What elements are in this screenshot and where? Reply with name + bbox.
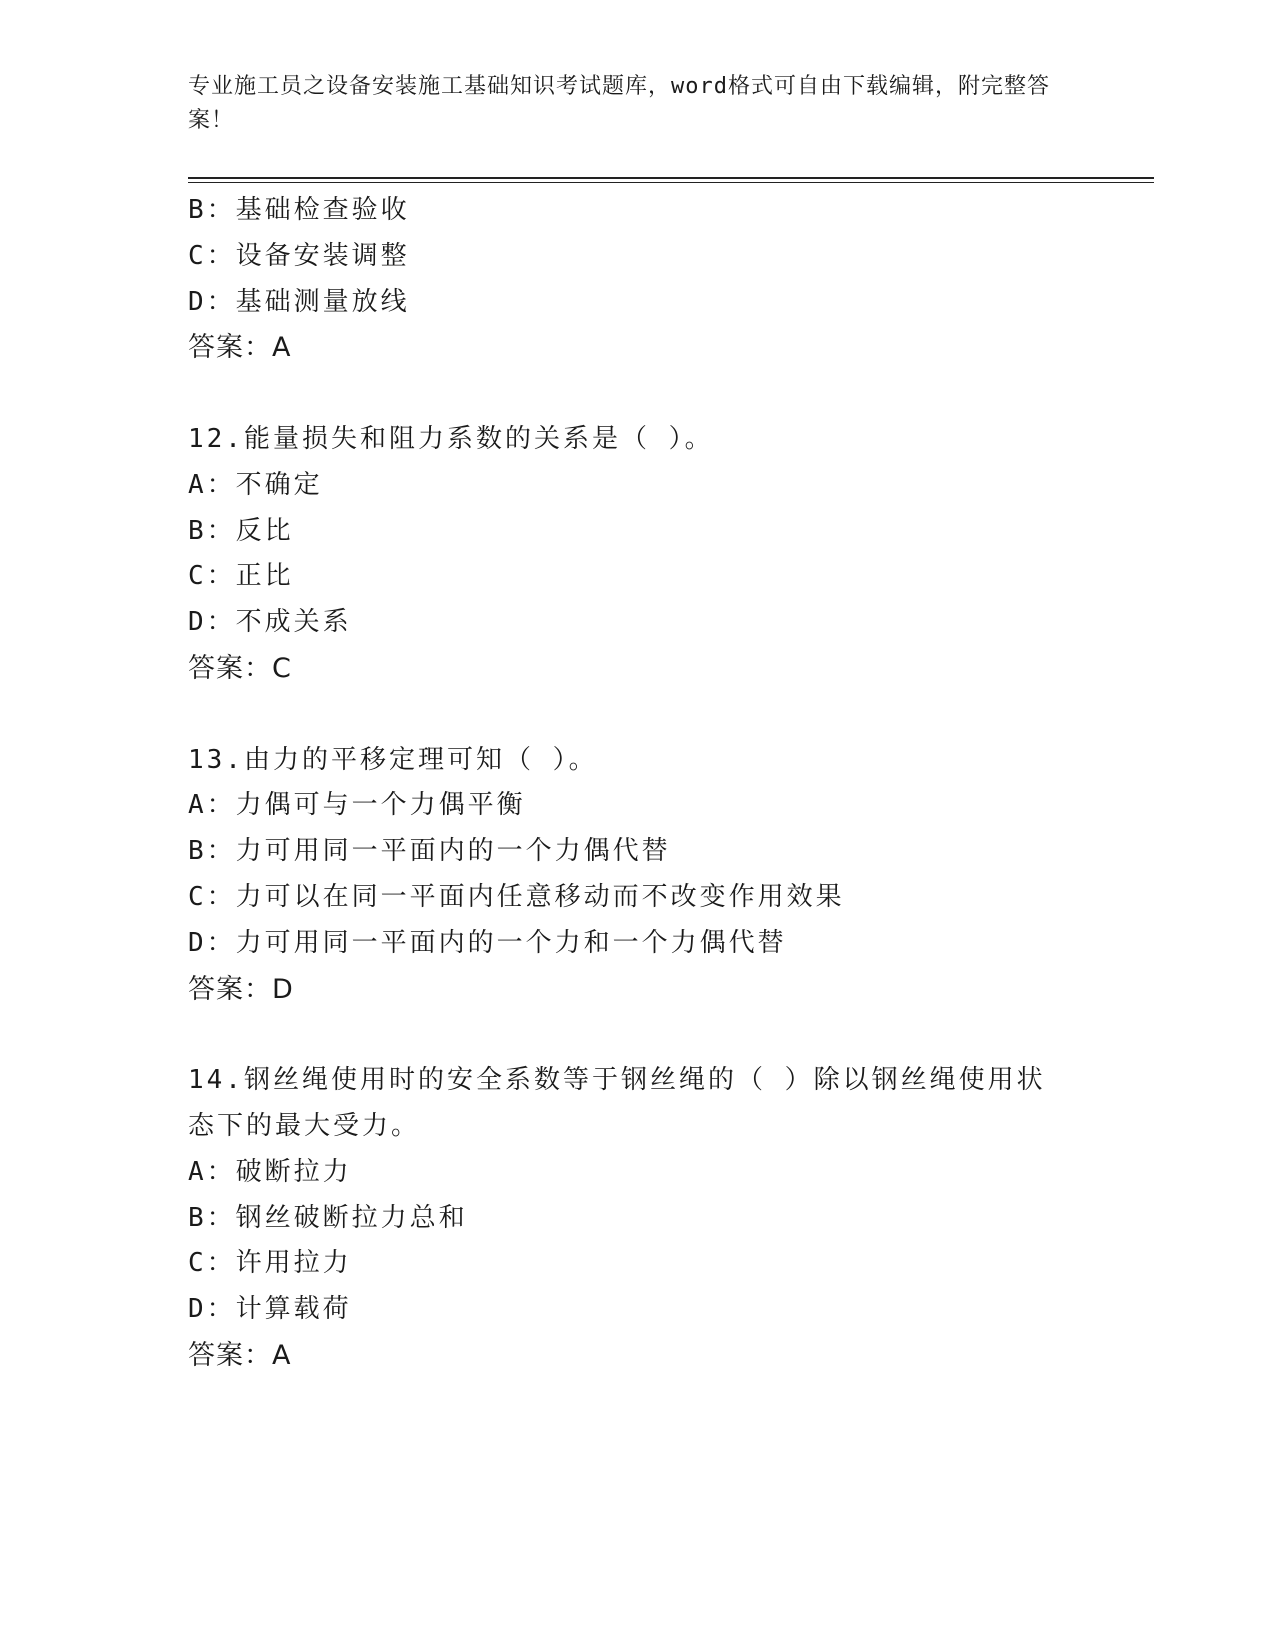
question-carryover [188, 188, 1088, 371]
header-rule [188, 177, 1154, 179]
question-13 [188, 738, 1088, 1013]
question-12 [188, 417, 1088, 692]
option-d: D：基础测量放线 [188, 286, 410, 317]
header-rule-thin [188, 182, 1154, 183]
option-a: A：破断拉力 [188, 1156, 352, 1187]
answer-line: 答案：A [188, 1339, 292, 1371]
option-d: D：力可用同一平面内的一个力和一个力偶代替 [188, 927, 787, 958]
option-a: A：不确定 [188, 469, 323, 500]
document-body [188, 188, 1088, 1379]
option-b: B：钢丝破断拉力总和 [188, 1202, 468, 1233]
option-a: A：力偶可与一个力偶平衡 [188, 790, 526, 821]
option-b: B：力可用同一平面内的一个力偶代替 [188, 836, 671, 867]
answer-line: 答案：A [188, 332, 292, 364]
option-b: B：基础检查验收 [188, 195, 410, 225]
page-header: 专业施工员之设备安装施工基础知识考试题库，word格式可自由下载编辑，附完整答案！ [188, 74, 1050, 133]
answer-line: 答案：C [188, 652, 292, 684]
question-14 [188, 1058, 1088, 1379]
question-text: 12.能量损失和阻力系数的关系是（ ）。 [188, 423, 714, 454]
question-text: 14.钢丝绳使用时的安全系数等于钢丝绳的（ ）除以钢丝绳使用状态下的最大受力。 [188, 1065, 1046, 1141]
option-c: C：力可以在同一平面内任意移动而不改变作用效果 [188, 881, 845, 912]
option-c: C：正比 [188, 561, 294, 592]
option-d: D：不成关系 [188, 607, 352, 638]
answer-line: 答案：D [188, 973, 294, 1005]
option-b: B：反比 [188, 515, 294, 546]
option-d: D：计算载荷 [188, 1294, 352, 1325]
question-text: 13.由力的平移定理可知（ ）。 [188, 744, 598, 775]
option-c: C：设备安装调整 [188, 240, 410, 271]
option-c: C：许用拉力 [188, 1248, 352, 1279]
